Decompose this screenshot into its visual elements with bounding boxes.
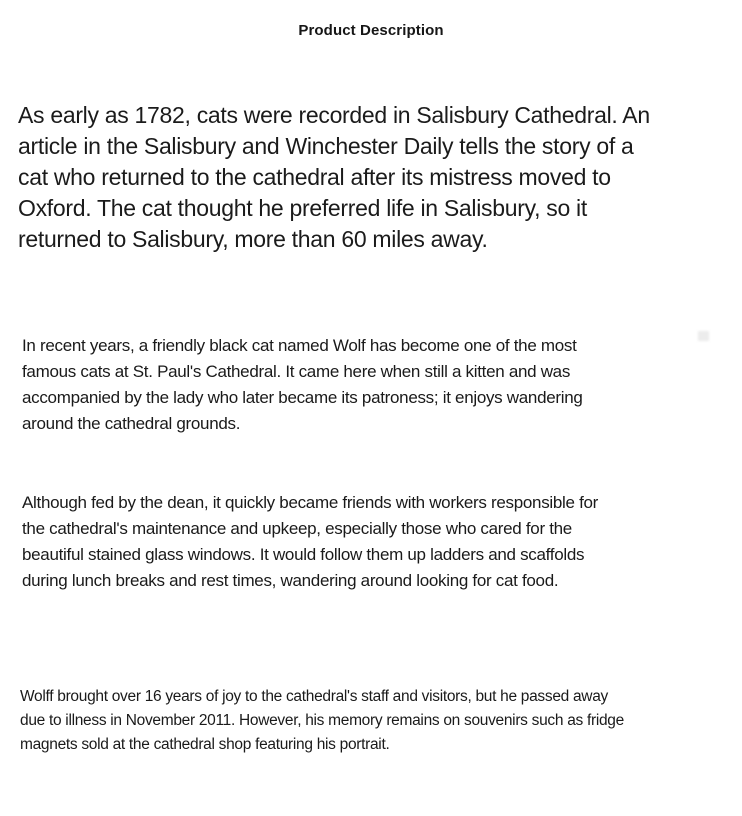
text-line: famous cats at St. Paul's Cathedral. It came here when still a kitten and was [22, 362, 571, 381]
text-line: article in the Salisbury and Winchester Daily tells the story of a [18, 133, 634, 159]
faint-artifact [698, 331, 709, 341]
paragraph-intro [18, 100, 650, 255]
text-line: cat who returned to the cathedral after its mistress moved to [18, 164, 611, 190]
page-title: Product Description [298, 22, 444, 39]
text-line: Wolff brought over 16 years of joy to the cathedral's staff and visitors, but he passed away [20, 688, 608, 705]
text-line: Although fed by the dean, it quickly became friends with workers responsible for [22, 493, 599, 512]
text-line: accompanied by the lady who later became its patroness; it enjoys wandering [22, 388, 583, 407]
text-line: In recent years, a friendly black cat named Wolf has become one of the most [22, 336, 577, 355]
text-line: returned to Salisbury, more than 60 miles away. [18, 226, 488, 252]
text-line: due to illness in November 2011. However, his memory remains on souvenirs such as fridge [20, 712, 624, 729]
text-line: Oxford. The cat thought he preferred life in Salisbury, so it [18, 195, 587, 221]
text-line: the cathedral's maintenance and upkeep, especially those who cared for the [22, 519, 572, 538]
text-line: beautiful stained glass windows. It would follow them up ladders and scaffolds [22, 545, 585, 564]
text-line: As early as 1782, cats were recorded in Salisbury Cathedral. An [18, 102, 650, 128]
paragraph-wolf-intro [22, 333, 583, 437]
text-line: during lunch breaks and rest times, wandering around looking for cat food. [22, 571, 559, 590]
paragraph-wolf-memory [20, 685, 624, 757]
paragraph-wolf-friends [22, 490, 598, 594]
text-line: magnets sold at the cathedral shop featuring his portrait. [20, 736, 390, 753]
text-line: around the cathedral grounds. [22, 414, 241, 433]
